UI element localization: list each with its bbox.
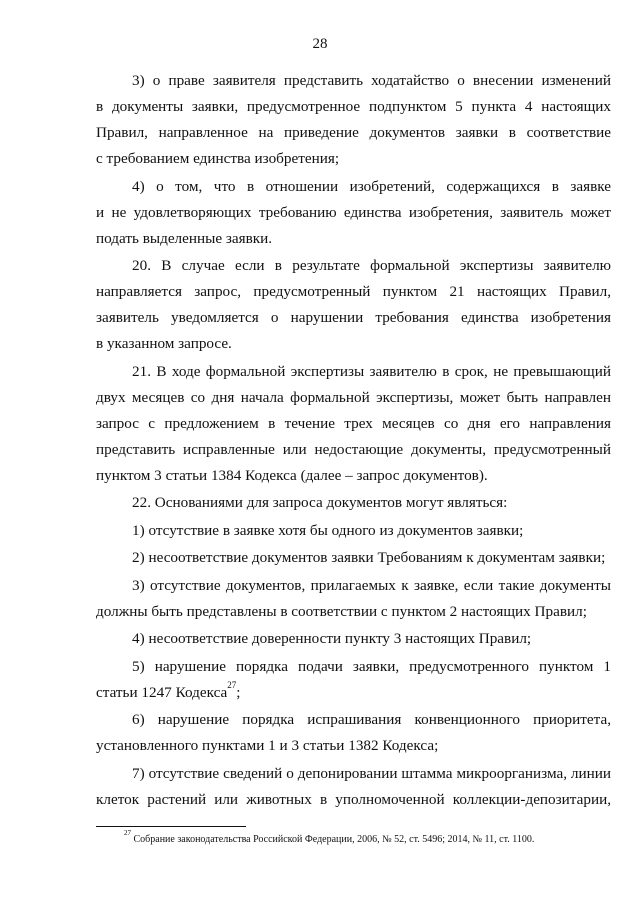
text-line: 6) нарушение порядка испрашивания конвенционного приоритета, <box>132 711 611 728</box>
text-line: 21. В ходе формальной экспертизы заявителю в срок, не превышающий <box>132 362 611 380</box>
text-line: 7) отсутствие сведений о депонировании штамма микроорганизма, линии <box>132 764 611 782</box>
text-line: 20. В случае если в результате формальной экспертизы заявителю <box>132 257 611 274</box>
footnote-text: Собрание законодательства Российской Федерации, 2006, № 52, ст. 5496; 2014, № 11, ст. 1100. <box>133 834 535 845</box>
text-line: 22. Основаниями для запроса документов могут являться: <box>132 494 508 511</box>
text-line: 4) о том, что в отношении изобретений, содержащихся в заявке <box>132 177 611 195</box>
punctuation: ; <box>236 683 241 701</box>
paragraph <box>96 761 611 813</box>
text-line: двух месяцев со дня начала формальной экспертизы, может быть направлен <box>96 388 611 406</box>
footnote-number: 27 <box>124 828 131 837</box>
paragraph <box>96 707 611 759</box>
text-line: Правил, направленное на приведение документов заявки в соответствие <box>96 124 611 141</box>
page-number: 28 <box>312 36 328 52</box>
text-line: должны быть представлены в соответствии с пунктом 2 настоящих Правил; <box>96 602 587 620</box>
text-line: заявитель уведомляется о нарушении требования единства изобретения <box>96 309 611 326</box>
text-line: 3) отсутствие документов, прилагаемых к заявке, если такие документы <box>132 576 611 594</box>
paragraph <box>96 654 611 706</box>
paragraph <box>96 359 611 489</box>
text-line: с требованием единства изобретения; <box>96 150 340 167</box>
paragraph <box>96 573 611 625</box>
text-line: 5) нарушение порядка подачи заявки, предусмотренного пунктом 1 <box>132 657 611 675</box>
paragraph <box>96 545 611 571</box>
text-line: 3) о праве заявителя представить ходатайство о внесении изменений <box>132 72 611 89</box>
text-line: и не удовлетворяющих требованию единства изобретения, заявитель может <box>96 203 611 221</box>
footnote <box>124 828 604 847</box>
paragraph <box>96 518 611 544</box>
text-line: запрос с предложением в течение трех месяцев со дня его направления <box>96 414 611 432</box>
text-line: клеток растений или животных в уполномоченной коллекции-депозитарии, <box>96 790 611 808</box>
text-line: в указанном запросе. <box>96 335 232 352</box>
text-line: в документы заявки, предусмотренное подпунктом 5 пункта 4 настоящих <box>96 98 611 115</box>
footnote-reference: 27 <box>227 680 237 691</box>
paragraph <box>96 253 611 357</box>
text-line: представить исправленные или недостающие документы, предусмотренный <box>96 440 611 458</box>
paragraph <box>96 68 611 172</box>
text-line: 1) отсутствие в заявке хотя бы одного из документов заявки; <box>132 521 524 539</box>
text-line: статьи 1247 Кодекса <box>96 683 228 701</box>
paragraph <box>96 174 611 252</box>
text-line: 4) несоответствие доверенности пункту 3 настоящих Правил; <box>132 630 532 647</box>
footnote-divider <box>96 826 246 827</box>
text-line: пунктом 3 статьи 1384 Кодекса (далее – запрос документов). <box>96 466 488 484</box>
text-line: подать выделенные заявки. <box>96 229 273 247</box>
paragraph <box>96 490 611 516</box>
body-text <box>96 68 611 814</box>
text-line: направляется запрос, предусмотренный пунктом 21 настоящих Правил, <box>96 283 611 300</box>
paragraph <box>96 626 611 652</box>
text-line: 2) несоответствие документов заявки Требованиям к документам заявки; <box>132 549 606 566</box>
text-line: установленного пунктами 1 и 3 статьи 1382 Кодекса; <box>96 737 439 754</box>
